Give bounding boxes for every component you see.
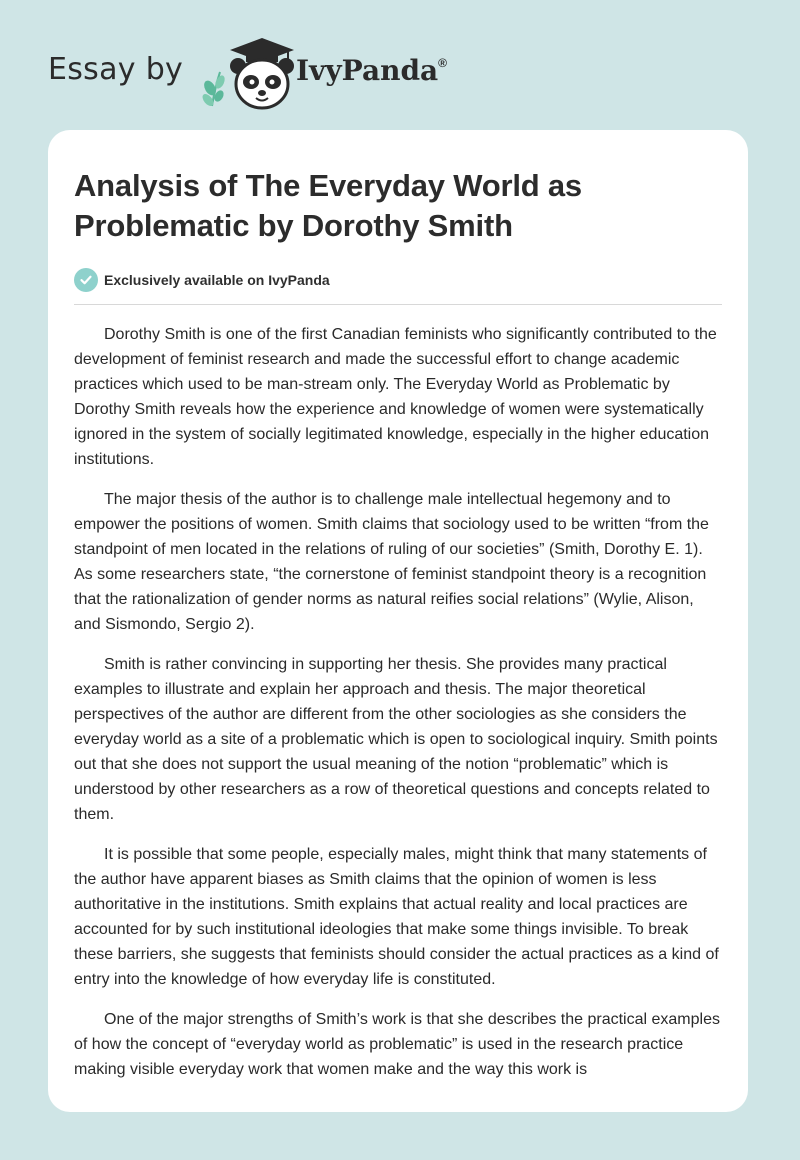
exclusive-badge <box>74 267 722 293</box>
essay-card <box>48 130 748 1112</box>
brand-name-text: IvyPanda <box>296 54 439 87</box>
exclusive-badge-label: Exclusively available on IvyPanda <box>104 272 330 288</box>
paragraph: One of the major strengths of Smith’s work is that she describes the practical examples of how the concept of “everyday world as problematic” is used in the research practice making visible everyday work that women make and the way this work is <box>74 1011 720 1078</box>
registered-mark: ® <box>438 56 448 70</box>
brand-name[interactable] <box>296 54 447 87</box>
paragraph: The major thesis of the author is to challenge male intellectual hegemony and to empower the positions of women. Smith claims that sociology used to be written “from the standpoint of men located in the relations of ruling of our societies” (Smith, Dorothy E. 1). As some researchers state, “the cornerstone of feminist standpoint theory is a recognition that the rationalization of gender norms as natural reifies social relations” (Wylie, Alison, and Sismondo, Sergio 2). <box>74 491 709 633</box>
paragraph: Dorothy Smith is one of the first Canadian feminists who significantly contributed to the development of feminist research and made the successful effort to change academic practices which used to be man-stream only. The Everyday World as Problematic by Dorothy Smith reveals how the experience and knowledge of women were systematically ignored in the system of socially legitimated knowledge, especially in the higher education institutions. <box>74 326 717 468</box>
check-circle-icon <box>74 268 98 292</box>
essay-body <box>74 322 722 1082</box>
essay-by-label: Essay by <box>48 52 184 87</box>
panda-graduate-icon[interactable] <box>200 36 300 114</box>
essay-title: Analysis of The Everyday World as Problematic by Dorothy Smith <box>74 168 582 243</box>
divider <box>74 304 722 305</box>
leaf-icon <box>200 72 226 108</box>
site-header <box>48 30 768 110</box>
paragraph: Smith is rather convincing in supporting her thesis. She provides many practical examples to illustrate and explain her approach and thesis. The major theoretical perspectives of the author are different from the other sociologies as she considers the everyday world as a site of a problematic which is open to sociological inquiry. Smith points out that she does not support the usual meaning of the notion “problematic” which is understood by other researchers as a row of theoretical questions and concepts related to them. <box>74 656 718 823</box>
paragraph: It is possible that some people, especially males, might think that many statements of the author have apparent biases as Smith claims that the opinion of women is less authoritative in the institutions. Smith explains that actual reality and local practices are accounted for by such institutional ideologies that make some things invisible. To break these barriers, she suggests that feminists should consider the actual practices as a kind of entry into the knowledge of how everyday life is constituted. <box>74 846 719 988</box>
